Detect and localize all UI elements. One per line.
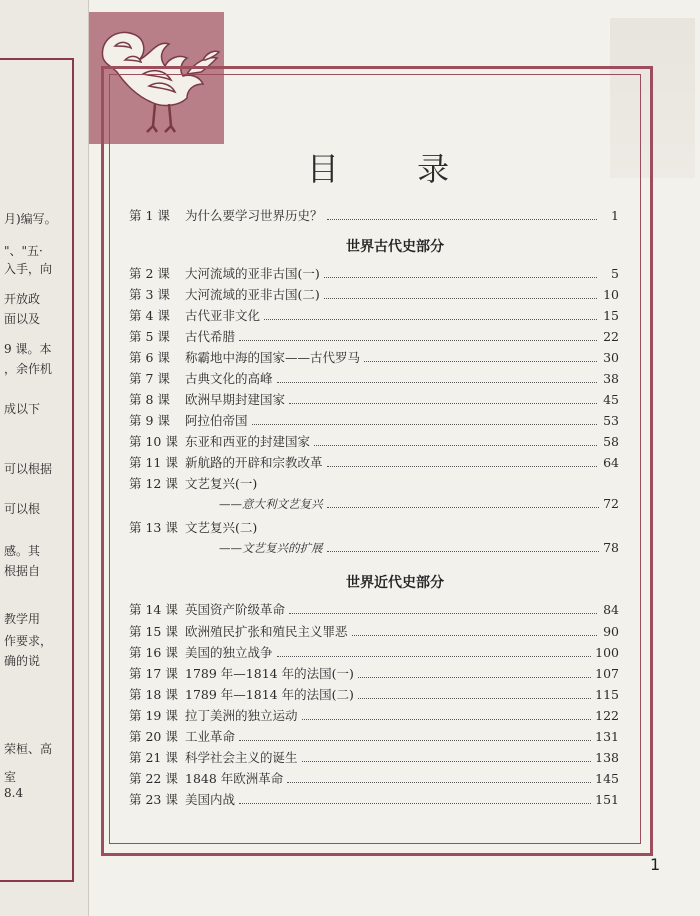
leader-dots bbox=[324, 289, 597, 299]
leader-dots bbox=[314, 436, 597, 446]
page-ref: 53 bbox=[603, 413, 619, 428]
lesson-number: 第 2 课 bbox=[129, 266, 170, 281]
toc-entry[interactable] bbox=[129, 285, 619, 303]
page-ref: 100 bbox=[595, 645, 619, 660]
previous-page-line: 9 课。本 bbox=[4, 342, 52, 356]
lesson-title: 东亚和西亚的封建国家 bbox=[185, 434, 311, 449]
lesson-title: 科学社会主义的诞生 bbox=[185, 750, 298, 765]
previous-page-line: 可以根据 bbox=[4, 462, 53, 476]
lesson-title: 阿拉伯帝国 bbox=[185, 413, 248, 428]
page-ref: 64 bbox=[603, 455, 619, 470]
page-ref: 131 bbox=[595, 729, 619, 744]
lesson-title: 1789 年—1814 年的法国(二) bbox=[185, 687, 354, 702]
previous-page-line: 入手，向 bbox=[4, 262, 53, 276]
page-ref: 90 bbox=[603, 624, 619, 639]
lesson-number: 第 16 课 bbox=[129, 645, 178, 660]
toc-entry[interactable] bbox=[129, 432, 619, 450]
lesson-title: 工业革命 bbox=[185, 729, 236, 744]
leader-dots bbox=[327, 457, 597, 467]
previous-page-line: 成以下 bbox=[4, 402, 41, 416]
page-ref: 10 bbox=[603, 287, 619, 302]
previous-page-line: 作要求， bbox=[4, 634, 53, 648]
previous-page-line: ，余作机 bbox=[4, 362, 53, 376]
lesson-number: 第 5 课 bbox=[129, 329, 170, 344]
lesson-title: 古典文化的高峰 bbox=[185, 371, 273, 386]
page-ref: 122 bbox=[595, 708, 619, 723]
lesson-number: 第 8 课 bbox=[129, 392, 170, 407]
leader-dots bbox=[352, 626, 597, 636]
leader-dots bbox=[324, 268, 597, 278]
leader-dots bbox=[327, 210, 597, 220]
toc-entry[interactable] bbox=[129, 327, 619, 345]
page-ref: 145 bbox=[595, 771, 619, 786]
lesson-number: 第 4 课 bbox=[129, 308, 170, 323]
page-ref: 45 bbox=[603, 392, 619, 407]
lesson-number: 第 1 课 bbox=[129, 208, 170, 223]
leader-dots bbox=[358, 689, 591, 699]
lesson-number: 第 19 课 bbox=[129, 708, 178, 723]
toc-title: 目 录 bbox=[306, 150, 484, 188]
lesson-subtitle: ——意大利文艺复兴 bbox=[219, 497, 323, 511]
lesson-title: 1848 年欧洲革命 bbox=[185, 771, 284, 786]
leader-dots bbox=[358, 668, 591, 678]
lesson-title: 古代希腊 bbox=[185, 329, 236, 344]
leader-dots bbox=[289, 604, 597, 614]
leader-dots bbox=[264, 310, 597, 320]
previous-page-line: 荣桓、高 bbox=[4, 742, 53, 756]
lesson-number: 第 22 课 bbox=[129, 771, 178, 786]
page-ref: 72 bbox=[603, 496, 619, 511]
toc-subentry[interactable] bbox=[219, 496, 619, 514]
lesson-subtitle: ——文艺复兴的扩展 bbox=[219, 541, 323, 555]
previous-page-line: "、"五· bbox=[4, 244, 43, 258]
page-ref: 58 bbox=[603, 434, 619, 449]
lesson-title: 文艺复兴(一) bbox=[185, 476, 258, 491]
toc-entry[interactable] bbox=[129, 769, 619, 787]
toc-entry[interactable] bbox=[129, 411, 619, 429]
lesson-number: 第 6 课 bbox=[129, 350, 170, 365]
toc-entry[interactable] bbox=[129, 369, 619, 387]
toc-entry[interactable] bbox=[129, 748, 619, 766]
page-number: 1 bbox=[650, 855, 661, 874]
leader-dots bbox=[239, 331, 597, 341]
toc-subentry[interactable] bbox=[219, 540, 619, 558]
toc-entry[interactable] bbox=[129, 790, 619, 808]
lesson-title: 英国资产阶级革命 bbox=[185, 602, 286, 617]
lesson-title: 大河流域的亚非古国(一) bbox=[185, 266, 320, 281]
page-ref: 15 bbox=[603, 308, 619, 323]
lesson-number: 第 11 课 bbox=[129, 455, 178, 470]
page-ref: 30 bbox=[603, 350, 619, 365]
leader-dots bbox=[364, 352, 597, 362]
previous-page-line: 教学用 bbox=[4, 612, 41, 626]
toc-entry[interactable] bbox=[129, 206, 619, 224]
section-heading: 世界近代史部分 bbox=[346, 575, 444, 591]
previous-page-line: 室 bbox=[4, 770, 17, 784]
lesson-title: 欧洲殖民扩张和殖民主义罪恶 bbox=[185, 624, 348, 639]
lesson-title: 为什么要学习世界历史？ bbox=[185, 208, 323, 223]
previous-page-line: 确的说 bbox=[4, 654, 41, 668]
section-heading: 世界古代史部分 bbox=[346, 239, 444, 255]
lesson-number: 第 9 课 bbox=[129, 413, 170, 428]
toc-entry[interactable] bbox=[129, 264, 619, 282]
lesson-title: 新航路的开辟和宗教改革 bbox=[185, 455, 323, 470]
toc-entry[interactable] bbox=[129, 390, 619, 408]
page-ref: 5 bbox=[611, 266, 619, 281]
lesson-title: 拉丁美洲的独立运动 bbox=[185, 708, 298, 723]
page-ref: 138 bbox=[595, 750, 619, 765]
lesson-number: 第 7 课 bbox=[129, 371, 170, 386]
leader-dots bbox=[239, 794, 591, 804]
lesson-number: 第 13 课 bbox=[129, 520, 178, 535]
toc-entry[interactable] bbox=[129, 348, 619, 366]
page-ref: 38 bbox=[603, 371, 619, 386]
page-ref: 107 bbox=[595, 666, 619, 681]
leader-dots bbox=[327, 498, 600, 508]
lesson-title: 文艺复兴(二) bbox=[185, 520, 258, 535]
lesson-number: 第 17 课 bbox=[129, 666, 178, 681]
previous-page-line: 可以根 bbox=[4, 502, 41, 516]
leader-dots bbox=[302, 710, 592, 720]
toc-entry[interactable] bbox=[129, 306, 619, 324]
lesson-number: 第 21 课 bbox=[129, 750, 178, 765]
toc-entry[interactable] bbox=[129, 453, 619, 471]
previous-page-line: 月)编写。 bbox=[4, 212, 57, 226]
leader-dots bbox=[302, 752, 592, 762]
lesson-title: 古代亚非文化 bbox=[185, 308, 261, 323]
lesson-number: 第 15 课 bbox=[129, 624, 178, 639]
lesson-number: 第 18 课 bbox=[129, 687, 178, 702]
toc-entry[interactable] bbox=[129, 706, 619, 724]
previous-page-line: 感。其 bbox=[4, 544, 41, 558]
leader-dots bbox=[287, 773, 591, 783]
page-ref: 115 bbox=[595, 687, 619, 702]
lesson-title: 称霸地中海的国家——古代罗马 bbox=[185, 350, 361, 365]
page-ref: 78 bbox=[603, 540, 619, 555]
previous-page-line: 根据自 bbox=[4, 564, 41, 578]
previous-page-line: 8.4 bbox=[4, 786, 24, 800]
leader-dots bbox=[239, 731, 591, 741]
lesson-title: 大河流域的亚非古国(二) bbox=[185, 287, 320, 302]
toc-entry[interactable] bbox=[129, 643, 619, 661]
toc-entry[interactable] bbox=[129, 685, 619, 703]
leader-dots bbox=[252, 415, 597, 425]
page-ref: 84 bbox=[603, 602, 619, 617]
page-ref: 22 bbox=[603, 329, 619, 344]
lesson-title: 美国内战 bbox=[185, 792, 236, 807]
leader-dots bbox=[277, 647, 592, 657]
toc-entry[interactable] bbox=[129, 518, 619, 536]
lesson-number: 第 3 课 bbox=[129, 287, 170, 302]
lesson-number: 第 10 课 bbox=[129, 434, 178, 449]
lesson-number: 第 12 课 bbox=[129, 476, 178, 491]
lesson-number: 第 20 课 bbox=[129, 729, 178, 744]
page-ref: 151 bbox=[595, 792, 619, 807]
previous-page-line: 开放政 bbox=[4, 292, 41, 306]
toc-entry[interactable] bbox=[129, 474, 619, 492]
toc-entry[interactable] bbox=[129, 622, 619, 640]
lesson-title: 欧洲早期封建国家 bbox=[185, 392, 286, 407]
lesson-number: 第 14 课 bbox=[129, 602, 178, 617]
toc-entry[interactable] bbox=[129, 664, 619, 682]
leader-dots bbox=[277, 373, 597, 383]
leader-dots bbox=[289, 394, 597, 404]
toc-entry[interactable] bbox=[129, 600, 619, 618]
lesson-number: 第 23 课 bbox=[129, 792, 178, 807]
lesson-title: 美国的独立战争 bbox=[185, 645, 273, 660]
previous-page bbox=[0, 0, 92, 916]
previous-page-line: 面以及 bbox=[4, 312, 41, 326]
leader-dots bbox=[327, 542, 600, 552]
lesson-title: 1789 年—1814 年的法国(一) bbox=[185, 666, 354, 681]
page-ref: 1 bbox=[611, 208, 619, 223]
toc-page bbox=[88, 0, 700, 916]
toc-entry[interactable] bbox=[129, 727, 619, 745]
